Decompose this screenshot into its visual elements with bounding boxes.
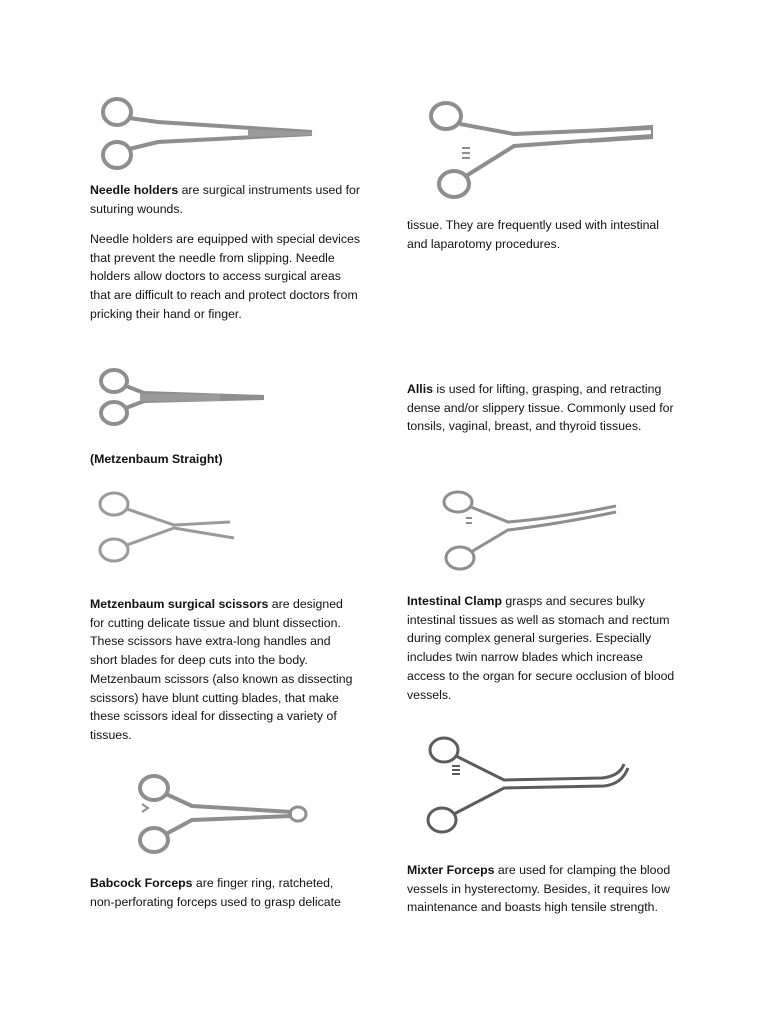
allis-term: Allis	[407, 382, 433, 396]
babcock-term: Babcock Forceps	[90, 876, 193, 890]
babcock-forceps-image	[132, 768, 312, 862]
metzenbaum-scissors-image	[94, 488, 242, 568]
mixter-term: Mixter Forceps	[407, 863, 495, 877]
babcock-right-image	[424, 96, 660, 208]
babcock-continued-text: tissue. They are frequently used with intestinal and laparotomy procedures.	[407, 218, 659, 251]
intestinal-clamp-description: Intestinal Clamp grasps and secures bulky intestinal tissues as well as stomach and rectum during complex general surgeries. Especially includes twin narrow blades which increase access to the organ for secure occlusion of blood vessels.	[407, 594, 675, 702]
metzenbaum-straight-image	[96, 366, 270, 428]
allis-description: Allis is used for lifting, grasping, and retracting dense and/or slippery tissue. Commonly used for tonsils, vaginal, breast, and thyroid tissues.	[407, 382, 674, 434]
intestinal-clamp-term: Intestinal Clamp	[407, 594, 502, 608]
intestinal-clamp-image	[438, 488, 624, 574]
metzenbaum-straight-caption: (Metzenbaum Straight)	[90, 452, 223, 466]
mixter-description: Mixter Forceps are used for clamping the blood vessels in hysterectomy. Besides, it requires low maintenance and boasts high tensile strength.	[407, 863, 671, 915]
needle-holder-image	[98, 92, 318, 176]
needle-holders-description: Needle holders are surgical instruments used for suturing wounds.	[90, 183, 360, 216]
mixter-forceps-image	[424, 732, 636, 840]
needle-holders-term: Needle holders	[90, 183, 179, 197]
metzenbaum-term: Metzenbaum surgical scissors	[90, 597, 269, 611]
babcock-description: Babcock Forceps are finger ring, ratcheted, non-perforating forceps used to grasp delicate	[90, 876, 341, 909]
metzenbaum-description: Metzenbaum surgical scissors are designed for cutting delicate tissue and blunt dissection. These scissors have extra-long handles and short blades for deep cuts into the body. Metzenbaum scissors (also known as dissecting scissors) have blunt cutting blades, that make these scissors ideal for dissecting a variety of tissues.	[90, 597, 353, 742]
needle-holders-details: Needle holders are equipped with special devices that prevent the needle from slipping. Needle holders allow doctors to access surgical areas that are difficult to reach and protect doctors from pricking their hand or finger.	[90, 232, 361, 321]
